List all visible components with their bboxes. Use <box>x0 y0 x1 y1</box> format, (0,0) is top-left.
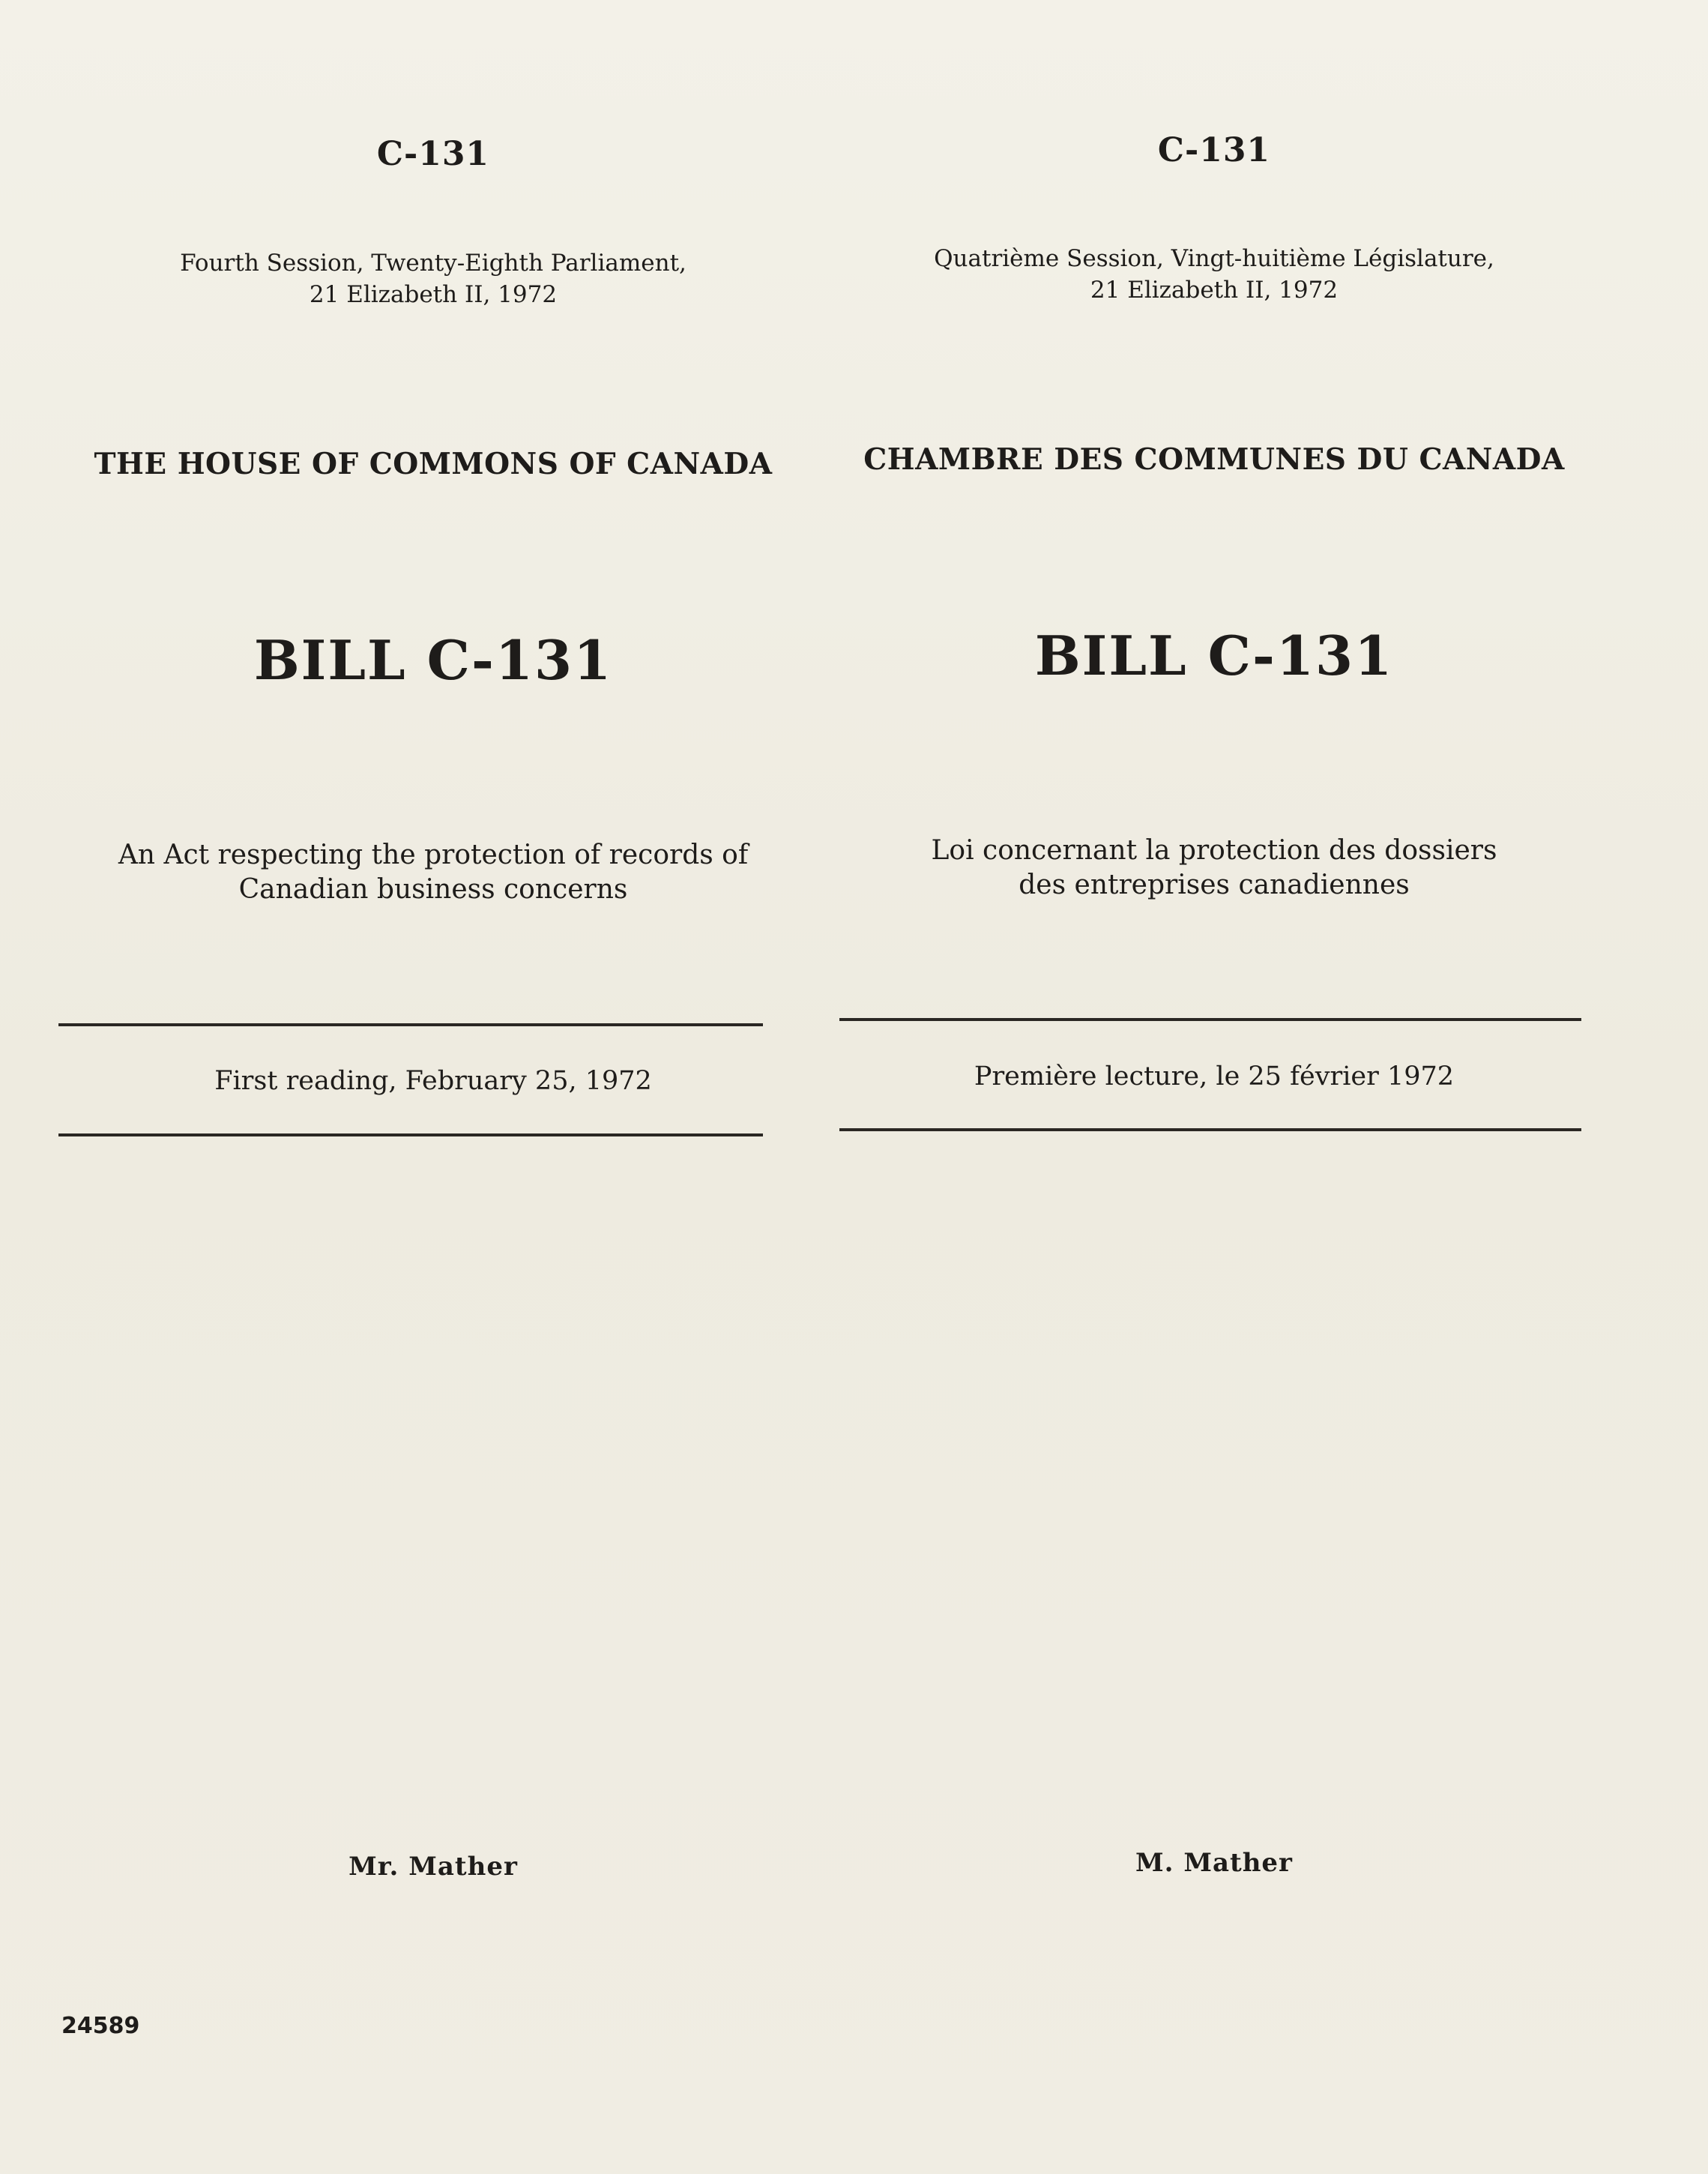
session-line: Quatrième Session, Vingt-huitième Législature, <box>934 245 1494 272</box>
act-title-line: des entreprises canadiennes <box>1019 870 1410 900</box>
session-info <box>58 247 808 310</box>
french-column <box>839 0 1589 2174</box>
sponsor-name: M. Mather <box>1135 1848 1293 1878</box>
document-number: 24589 <box>61 2013 140 2039</box>
bill-number: C-131 <box>376 135 490 173</box>
bottom-rule <box>58 1133 763 1136</box>
session-year-line: 21 Elizabeth II, 1972 <box>309 281 558 308</box>
top-rule <box>58 1023 763 1026</box>
house-name: CHAMBRE DES COMMUNES DU CANADA <box>863 442 1565 477</box>
first-reading: First reading, February 25, 1972 <box>214 1066 652 1096</box>
first-reading: Première lecture, le 25 février 1972 <box>974 1062 1455 1091</box>
act-title-line: Loi concernant la protection des dossiers <box>931 835 1497 866</box>
act-title <box>839 834 1589 903</box>
act-title <box>58 838 808 907</box>
english-column <box>58 0 808 2174</box>
act-title-line: An Act respecting the protection of records of <box>118 840 749 870</box>
session-info <box>839 243 1589 306</box>
top-rule <box>839 1018 1581 1021</box>
act-title-line: Canadian business concerns <box>238 874 628 905</box>
bottom-rule <box>839 1128 1581 1131</box>
sponsor-name: Mr. Mather <box>348 1852 518 1882</box>
session-line: Fourth Session, Twenty-Eighth Parliament, <box>180 250 686 277</box>
bill-title: BILL C-131 <box>1034 624 1394 687</box>
house-name: THE HOUSE OF COMMONS OF CANADA <box>94 447 773 481</box>
session-year-line: 21 Elizabeth II, 1972 <box>1090 277 1339 304</box>
bill-number: C-131 <box>1157 131 1271 169</box>
bill-title: BILL C-131 <box>253 628 613 692</box>
